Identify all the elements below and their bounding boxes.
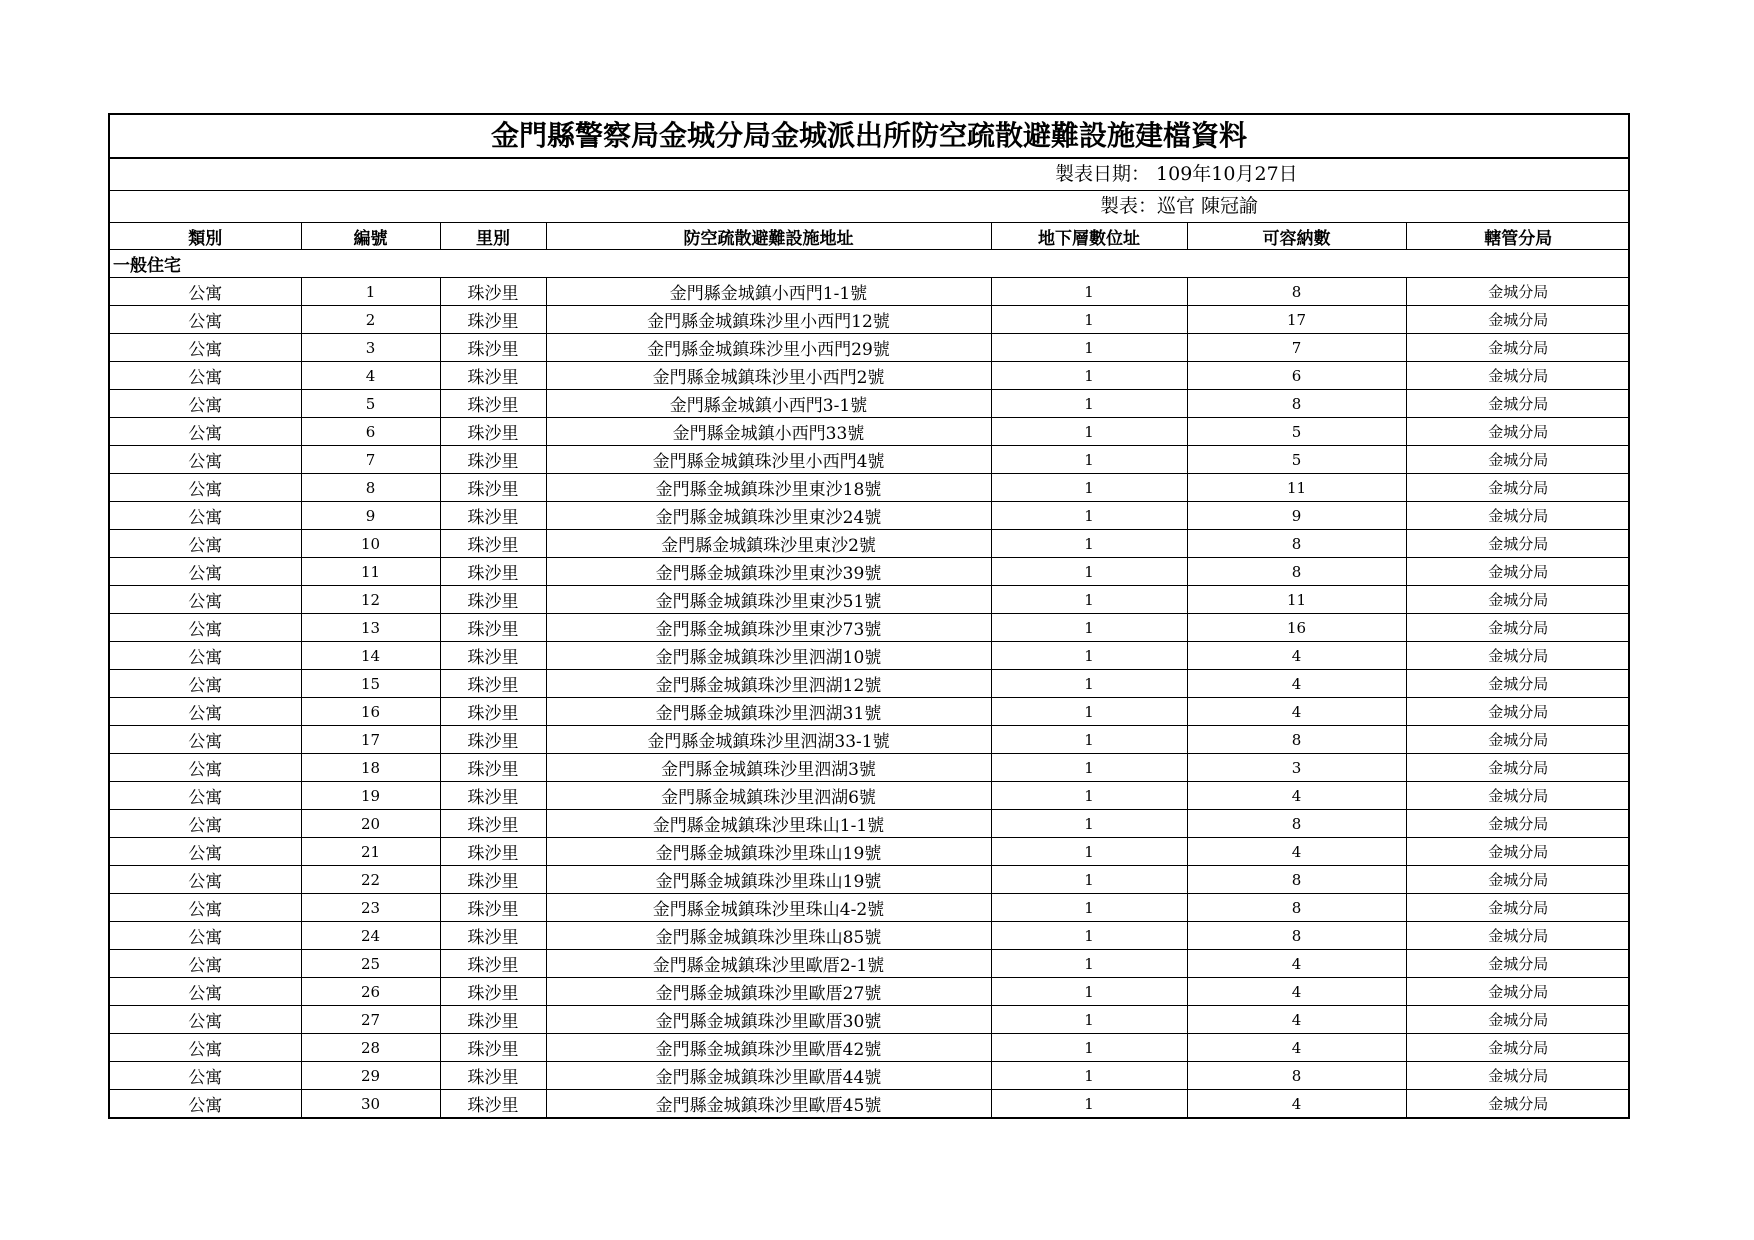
header-village: 里別 [440, 223, 546, 250]
cell-village: 珠沙里 [440, 614, 546, 642]
cell-number: 19 [301, 782, 440, 810]
cell-capacity: 8 [1187, 1062, 1406, 1090]
header-floors: 地下層數位址 [991, 223, 1187, 250]
cell-bureau: 金城分局 [1406, 698, 1630, 726]
cell-capacity: 6 [1187, 362, 1406, 390]
header-number: 編號 [301, 223, 440, 250]
cell-type: 公寓 [110, 278, 301, 306]
table-row [110, 362, 1630, 390]
cell-floors: 1 [991, 474, 1187, 502]
cell-village: 珠沙里 [440, 922, 546, 950]
cell-type: 公寓 [110, 530, 301, 558]
table-row [110, 474, 1630, 502]
cell-village: 珠沙里 [440, 306, 546, 334]
table-row [110, 1090, 1630, 1118]
maker-line: 製表：巡官 陳冠諭 [1100, 195, 1259, 217]
table-row [110, 530, 1630, 558]
table-row [110, 782, 1630, 810]
cell-floors: 1 [991, 978, 1187, 1006]
cell-bureau: 金城分局 [1406, 726, 1630, 754]
date-line: 製表日期： 109年10月27日 [1055, 163, 1298, 185]
cell-village: 珠沙里 [440, 950, 546, 978]
cell-village: 珠沙里 [440, 754, 546, 782]
cell-number: 10 [301, 530, 440, 558]
cell-number: 5 [301, 390, 440, 418]
cell-capacity: 8 [1187, 530, 1406, 558]
cell-capacity: 3 [1187, 754, 1406, 782]
cell-address: 金門縣金城鎮珠沙里小西門4號 [546, 446, 991, 474]
cell-bureau: 金城分局 [1406, 866, 1630, 894]
cell-address: 金門縣金城鎮珠沙里泗湖12號 [546, 670, 991, 698]
cell-number: 12 [301, 586, 440, 614]
table-row [110, 586, 1630, 614]
cell-number: 24 [301, 922, 440, 950]
cell-bureau: 金城分局 [1406, 530, 1630, 558]
cell-type: 公寓 [110, 754, 301, 782]
cell-village: 珠沙里 [440, 418, 546, 446]
cell-type: 公寓 [110, 334, 301, 362]
cell-village: 珠沙里 [440, 334, 546, 362]
table-row [110, 558, 1630, 586]
cell-capacity: 4 [1187, 1006, 1406, 1034]
cell-capacity: 8 [1187, 278, 1406, 306]
cell-capacity: 4 [1187, 838, 1406, 866]
cell-village: 珠沙里 [440, 586, 546, 614]
header-capacity: 可容納數 [1187, 223, 1406, 250]
cell-floors: 1 [991, 278, 1187, 306]
cell-capacity: 4 [1187, 1034, 1406, 1062]
cell-address: 金門縣金城鎮珠沙里珠山1-1號 [546, 810, 991, 838]
cell-address: 金門縣金城鎮珠沙里珠山19號 [546, 838, 991, 866]
cell-floors: 1 [991, 922, 1187, 950]
cell-bureau: 金城分局 [1406, 474, 1630, 502]
cell-capacity: 8 [1187, 558, 1406, 586]
cell-type: 公寓 [110, 614, 301, 642]
cell-capacity: 8 [1187, 866, 1406, 894]
cell-address: 金門縣金城鎮珠沙里小西門29號 [546, 334, 991, 362]
cell-address: 金門縣金城鎮珠沙里珠山4-2號 [546, 894, 991, 922]
cell-type: 公寓 [110, 978, 301, 1006]
cell-village: 珠沙里 [440, 782, 546, 810]
cell-floors: 1 [991, 810, 1187, 838]
header-type: 類別 [110, 223, 301, 250]
cell-type: 公寓 [110, 922, 301, 950]
cell-capacity: 16 [1187, 614, 1406, 642]
cell-village: 珠沙里 [440, 502, 546, 530]
facility-table [110, 223, 1630, 1117]
cell-floors: 1 [991, 446, 1187, 474]
cell-number: 2 [301, 306, 440, 334]
table-row [110, 614, 1630, 642]
cell-bureau: 金城分局 [1406, 978, 1630, 1006]
cell-bureau: 金城分局 [1406, 502, 1630, 530]
cell-number: 14 [301, 642, 440, 670]
cell-bureau: 金城分局 [1406, 614, 1630, 642]
cell-address: 金門縣金城鎮珠沙里小西門2號 [546, 362, 991, 390]
cell-type: 公寓 [110, 642, 301, 670]
cell-floors: 1 [991, 642, 1187, 670]
cell-floors: 1 [991, 586, 1187, 614]
cell-type: 公寓 [110, 782, 301, 810]
cell-address: 金門縣金城鎮珠沙里泗湖3號 [546, 754, 991, 782]
table-row [110, 306, 1630, 334]
cell-type: 公寓 [110, 1034, 301, 1062]
table-row [110, 810, 1630, 838]
cell-village: 珠沙里 [440, 1062, 546, 1090]
cell-bureau: 金城分局 [1406, 1062, 1630, 1090]
cell-address: 金門縣金城鎮小西門33號 [546, 418, 991, 446]
cell-bureau: 金城分局 [1406, 558, 1630, 586]
table-row [110, 978, 1630, 1006]
cell-number: 3 [301, 334, 440, 362]
cell-type: 公寓 [110, 670, 301, 698]
table-row [110, 950, 1630, 978]
cell-village: 珠沙里 [440, 362, 546, 390]
table-row [110, 922, 1630, 950]
cell-number: 18 [301, 754, 440, 782]
cell-capacity: 4 [1187, 950, 1406, 978]
cell-type: 公寓 [110, 418, 301, 446]
cell-floors: 1 [991, 782, 1187, 810]
cell-address: 金門縣金城鎮珠沙里珠山85號 [546, 922, 991, 950]
cell-number: 25 [301, 950, 440, 978]
cell-capacity: 5 [1187, 418, 1406, 446]
cell-type: 公寓 [110, 1062, 301, 1090]
spreadsheet-page [108, 113, 1630, 1119]
cell-capacity: 8 [1187, 810, 1406, 838]
cell-floors: 1 [991, 1034, 1187, 1062]
cell-number: 7 [301, 446, 440, 474]
cell-address: 金門縣金城鎮珠沙里泗湖6號 [546, 782, 991, 810]
cell-number: 20 [301, 810, 440, 838]
cell-number: 21 [301, 838, 440, 866]
table-row [110, 642, 1630, 670]
date-row [110, 159, 1628, 191]
header-row [110, 223, 1630, 250]
cell-address: 金門縣金城鎮珠沙里東沙73號 [546, 614, 991, 642]
cell-village: 珠沙里 [440, 894, 546, 922]
cell-number: 27 [301, 1006, 440, 1034]
cell-address: 金門縣金城鎮珠沙里泗湖10號 [546, 642, 991, 670]
cell-village: 珠沙里 [440, 558, 546, 586]
cell-address: 金門縣金城鎮珠沙里泗湖33-1號 [546, 726, 991, 754]
page-title: 金門縣警察局金城分局金城派出所防空疏散避難設施建檔資料 [110, 115, 1628, 159]
cell-capacity: 8 [1187, 390, 1406, 418]
cell-number: 4 [301, 362, 440, 390]
cell-address: 金門縣金城鎮珠沙里小西門12號 [546, 306, 991, 334]
cell-village: 珠沙里 [440, 474, 546, 502]
cell-type: 公寓 [110, 586, 301, 614]
cell-floors: 1 [991, 1090, 1187, 1118]
cell-village: 珠沙里 [440, 698, 546, 726]
cell-type: 公寓 [110, 838, 301, 866]
cell-address: 金門縣金城鎮珠沙里東沙18號 [546, 474, 991, 502]
cell-floors: 1 [991, 614, 1187, 642]
cell-capacity: 17 [1187, 306, 1406, 334]
cell-bureau: 金城分局 [1406, 390, 1630, 418]
cell-capacity: 4 [1187, 782, 1406, 810]
table-row [110, 1034, 1630, 1062]
table-row [110, 390, 1630, 418]
cell-floors: 1 [991, 950, 1187, 978]
cell-bureau: 金城分局 [1406, 362, 1630, 390]
cell-type: 公寓 [110, 698, 301, 726]
cell-capacity: 5 [1187, 446, 1406, 474]
cell-bureau: 金城分局 [1406, 894, 1630, 922]
cell-bureau: 金城分局 [1406, 950, 1630, 978]
table-row [110, 278, 1630, 306]
cell-floors: 1 [991, 502, 1187, 530]
cell-floors: 1 [991, 334, 1187, 362]
cell-village: 珠沙里 [440, 1006, 546, 1034]
cell-type: 公寓 [110, 726, 301, 754]
cell-bureau: 金城分局 [1406, 810, 1630, 838]
cell-type: 公寓 [110, 306, 301, 334]
section-row [110, 250, 1630, 278]
cell-floors: 1 [991, 418, 1187, 446]
cell-capacity: 8 [1187, 726, 1406, 754]
cell-bureau: 金城分局 [1406, 334, 1630, 362]
cell-type: 公寓 [110, 810, 301, 838]
cell-capacity: 9 [1187, 502, 1406, 530]
cell-village: 珠沙里 [440, 866, 546, 894]
cell-type: 公寓 [110, 1090, 301, 1118]
cell-number: 16 [301, 698, 440, 726]
cell-capacity: 4 [1187, 670, 1406, 698]
cell-number: 28 [301, 1034, 440, 1062]
cell-capacity: 4 [1187, 642, 1406, 670]
cell-number: 6 [301, 418, 440, 446]
cell-type: 公寓 [110, 558, 301, 586]
cell-number: 17 [301, 726, 440, 754]
cell-type: 公寓 [110, 446, 301, 474]
cell-address: 金門縣金城鎮珠沙里歐厝2-1號 [546, 950, 991, 978]
table-row [110, 894, 1630, 922]
cell-floors: 1 [991, 558, 1187, 586]
cell-floors: 1 [991, 754, 1187, 782]
table-row [110, 726, 1630, 754]
cell-bureau: 金城分局 [1406, 1006, 1630, 1034]
cell-capacity: 4 [1187, 1090, 1406, 1118]
cell-bureau: 金城分局 [1406, 446, 1630, 474]
cell-bureau: 金城分局 [1406, 586, 1630, 614]
cell-floors: 1 [991, 838, 1187, 866]
cell-address: 金門縣金城鎮珠沙里歐厝30號 [546, 1006, 991, 1034]
cell-capacity: 7 [1187, 334, 1406, 362]
cell-address: 金門縣金城鎮珠沙里東沙51號 [546, 586, 991, 614]
cell-village: 珠沙里 [440, 390, 546, 418]
cell-floors: 1 [991, 866, 1187, 894]
cell-floors: 1 [991, 670, 1187, 698]
cell-bureau: 金城分局 [1406, 754, 1630, 782]
cell-capacity: 4 [1187, 698, 1406, 726]
cell-number: 22 [301, 866, 440, 894]
table-row [110, 838, 1630, 866]
cell-bureau: 金城分局 [1406, 782, 1630, 810]
table-row [110, 1062, 1630, 1090]
cell-bureau: 金城分局 [1406, 670, 1630, 698]
cell-address: 金門縣金城鎮珠沙里歐厝45號 [546, 1090, 991, 1118]
header-address: 防空疏散避難設施地址 [546, 223, 991, 250]
cell-type: 公寓 [110, 390, 301, 418]
cell-number: 15 [301, 670, 440, 698]
cell-floors: 1 [991, 726, 1187, 754]
cell-bureau: 金城分局 [1406, 418, 1630, 446]
cell-address: 金門縣金城鎮珠沙里東沙2號 [546, 530, 991, 558]
cell-village: 珠沙里 [440, 446, 546, 474]
cell-village: 珠沙里 [440, 978, 546, 1006]
cell-type: 公寓 [110, 866, 301, 894]
cell-village: 珠沙里 [440, 726, 546, 754]
cell-number: 1 [301, 278, 440, 306]
cell-address: 金門縣金城鎮小西門3-1號 [546, 390, 991, 418]
cell-number: 23 [301, 894, 440, 922]
cell-capacity: 4 [1187, 978, 1406, 1006]
cell-bureau: 金城分局 [1488, 1095, 1549, 1113]
section-label: 一般住宅 [110, 250, 1630, 278]
cell-address: 金門縣金城鎮珠沙里歐厝42號 [546, 1034, 991, 1062]
cell-capacity: 11 [1187, 474, 1406, 502]
cell-address: 金門縣金城鎮珠沙里珠山19號 [546, 866, 991, 894]
cell-floors: 1 [991, 1006, 1187, 1034]
cell-bureau: 金城分局 [1406, 278, 1630, 306]
cell-village: 珠沙里 [440, 278, 546, 306]
table-row [110, 1006, 1630, 1034]
table-row [110, 754, 1630, 782]
cell-village: 珠沙里 [440, 642, 546, 670]
cell-bureau: 金城分局 [1406, 306, 1630, 334]
cell-capacity: 11 [1187, 586, 1406, 614]
cell-bureau: 金城分局 [1406, 922, 1630, 950]
cell-village: 珠沙里 [440, 530, 546, 558]
cell-number: 8 [301, 474, 440, 502]
header-bureau: 轄管分局 [1406, 223, 1630, 250]
cell-village: 珠沙里 [440, 1090, 546, 1118]
cell-floors: 1 [991, 530, 1187, 558]
cell-address: 金門縣金城鎮珠沙里東沙24號 [546, 502, 991, 530]
cell-bureau: 金城分局 [1406, 1034, 1630, 1062]
cell-type: 公寓 [110, 894, 301, 922]
table-row [110, 334, 1630, 362]
cell-address: 金門縣金城鎮小西門1-1號 [546, 278, 991, 306]
table-row [110, 446, 1630, 474]
cell-number: 13 [301, 614, 440, 642]
cell-village: 珠沙里 [440, 670, 546, 698]
cell-type: 公寓 [110, 1006, 301, 1034]
cell-number: 9 [301, 502, 440, 530]
table-row [110, 866, 1630, 894]
cell-village: 珠沙里 [440, 810, 546, 838]
cell-type: 公寓 [110, 502, 301, 530]
table-row [110, 698, 1630, 726]
cell-floors: 1 [991, 894, 1187, 922]
cell-floors: 1 [991, 698, 1187, 726]
cell-type: 公寓 [110, 950, 301, 978]
cell-bureau: 金城分局 [1406, 642, 1630, 670]
cell-number: 30 [301, 1090, 440, 1118]
cell-number: 26 [301, 978, 440, 1006]
cell-capacity: 8 [1187, 922, 1406, 950]
table-row [110, 670, 1630, 698]
cell-floors: 1 [991, 362, 1187, 390]
cell-floors: 1 [991, 306, 1187, 334]
table-row [110, 418, 1630, 446]
cell-number: 11 [301, 558, 440, 586]
cell-address: 金門縣金城鎮珠沙里歐厝44號 [546, 1062, 991, 1090]
cell-type: 公寓 [110, 474, 301, 502]
cell-capacity: 8 [1187, 894, 1406, 922]
cell-type: 公寓 [110, 362, 301, 390]
cell-address: 金門縣金城鎮珠沙里歐厝27號 [546, 978, 991, 1006]
cell-floors: 1 [991, 1062, 1187, 1090]
table-row [110, 502, 1630, 530]
maker-row [110, 191, 1628, 223]
cell-village: 珠沙里 [440, 838, 546, 866]
cell-floors: 1 [991, 390, 1187, 418]
cell-bureau: 金城分局 [1406, 838, 1630, 866]
cell-number: 29 [301, 1062, 440, 1090]
cell-address: 金門縣金城鎮珠沙里東沙39號 [546, 558, 991, 586]
cell-address: 金門縣金城鎮珠沙里泗湖31號 [546, 698, 991, 726]
cell-village: 珠沙里 [440, 1034, 546, 1062]
